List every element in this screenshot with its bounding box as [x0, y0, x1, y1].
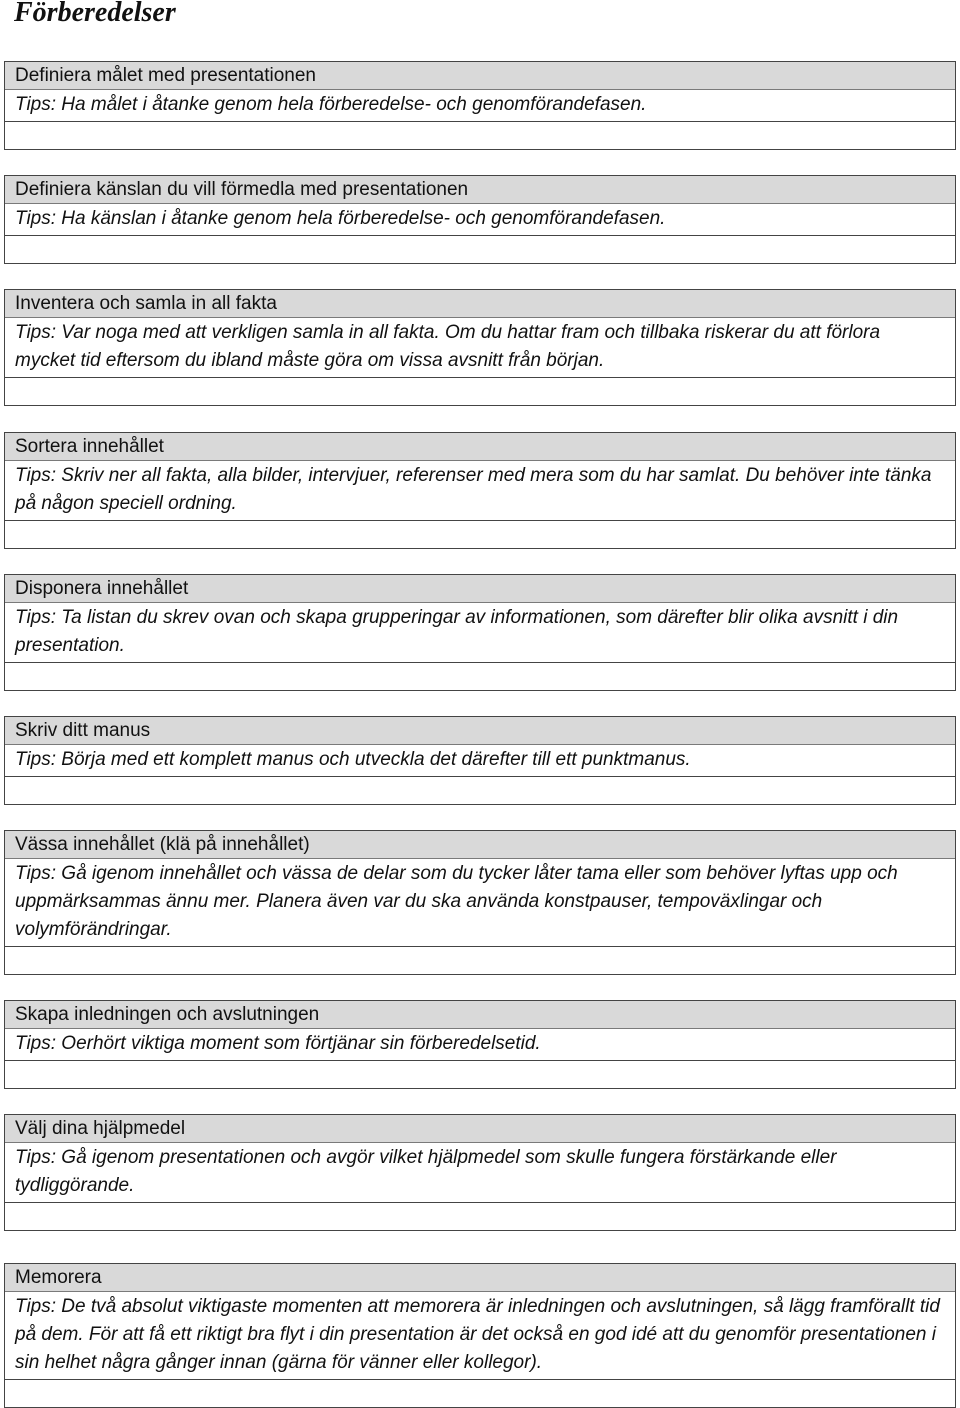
tip-text-continued: Planera även var du ska använda konstpauser, tempoväxlingar och volymförändringar.	[15, 891, 823, 940]
tip-text: Tips: Skriv ner all fakta, alla bilder, intervjuer, referenser med mera som du har samlat.	[15, 465, 741, 486]
tip-text: Tips: Gå igenom innehållet och vässa de delar som du tycker låter tama eller som behöver lyftas upp och uppmärksammas ännu mer.	[15, 863, 898, 912]
tip-text: Tips: Oerhört viktiga moment som förtjänar sin förberedelsetid.	[15, 1033, 541, 1054]
section-heading: Sortera innehållet	[5, 433, 955, 461]
notes-field[interactable]	[5, 1061, 955, 1088]
notes-field[interactable]	[5, 663, 955, 690]
section-heading: Disponera innehållet	[5, 575, 955, 603]
tip-text: Tips: Ha målet i åtanke genom hela förberedelse- och genomförandefasen.	[15, 94, 647, 115]
section-heading: Memorera	[5, 1264, 955, 1292]
tip-text-continued: Om du hattar fram och tillbaka riskerar du att förlora mycket tid eftersom du ibland måste göra om vissa avsnitt från början.	[15, 322, 881, 371]
tip-text: Tips: Ta listan du skrev ovan och skapa grupperingar av informationen, som därefter blir olika avsnitt i din presentation.	[15, 607, 899, 656]
section-intro-outro	[4, 1000, 956, 1089]
notes-field[interactable]	[5, 777, 955, 804]
section-tip	[5, 859, 955, 947]
tip-text: Tips: De två absolut viktigaste momenten att memorera är inledningen och avslutningen, så lägg framförallt tid på dem.	[15, 1296, 940, 1345]
section-sort-content	[4, 432, 956, 549]
section-heading: Definiera målet med presentationen	[5, 62, 955, 90]
notes-field[interactable]	[5, 122, 955, 149]
section-heading: Skriv ditt manus	[5, 717, 955, 745]
section-tip	[5, 90, 955, 122]
section-tip	[5, 745, 955, 777]
section-tip	[5, 318, 955, 378]
tip-text: Tips: Ha känslan i åtanke genom hela förberedelse- och genomförandefasen.	[15, 208, 666, 229]
section-define-feeling	[4, 175, 956, 264]
section-arrange-content	[4, 574, 956, 691]
tip-text: Tips: Gå igenom presentationen och avgör vilket hjälpmedel som skulle fungera förstärkande eller tydliggörande.	[15, 1147, 837, 1196]
section-heading: Vässa innehållet (klä på innehållet)	[5, 831, 955, 859]
section-inventory	[4, 289, 956, 406]
section-heading: Välj dina hjälpmedel	[5, 1115, 955, 1143]
page-title: Förberedelser	[14, 0, 176, 28]
notes-field[interactable]	[5, 1203, 955, 1230]
section-heading: Definiera känslan du vill förmedla med presentationen	[5, 176, 955, 204]
section-tip	[5, 1292, 955, 1380]
section-tip	[5, 603, 955, 663]
section-define-goal	[4, 61, 956, 150]
section-sharpen-content	[4, 830, 956, 975]
section-heading: Inventera och samla in all fakta	[5, 290, 955, 318]
section-tip	[5, 204, 955, 236]
tip-text-continued: För att få ett riktigt bra flyt i din presentation är det också en god idé att du genomför presentationen i sin helhet några gånger innan (gärna för vänner eller kollegor).	[15, 1324, 936, 1373]
notes-field[interactable]	[5, 521, 955, 548]
tip-text: Tips: Börja med ett komplett manus och utveckla det därefter till ett punktmanus.	[15, 749, 691, 770]
section-tip	[5, 1143, 955, 1203]
section-write-script	[4, 716, 956, 805]
section-heading: Skapa inledningen och avslutningen	[5, 1001, 955, 1029]
tip-text: Tips: Var noga med att verkligen samla in all fakta.	[15, 322, 440, 343]
notes-field[interactable]	[5, 1380, 955, 1407]
section-memorize	[4, 1263, 956, 1408]
notes-field[interactable]	[5, 947, 955, 974]
notes-field[interactable]	[5, 236, 955, 263]
section-tip	[5, 1029, 955, 1061]
tip-text-continued: Du behöver inte tänka på någon speciell ordning.	[15, 465, 932, 514]
section-choose-aids	[4, 1114, 956, 1231]
notes-field[interactable]	[5, 378, 955, 405]
section-tip	[5, 461, 955, 521]
